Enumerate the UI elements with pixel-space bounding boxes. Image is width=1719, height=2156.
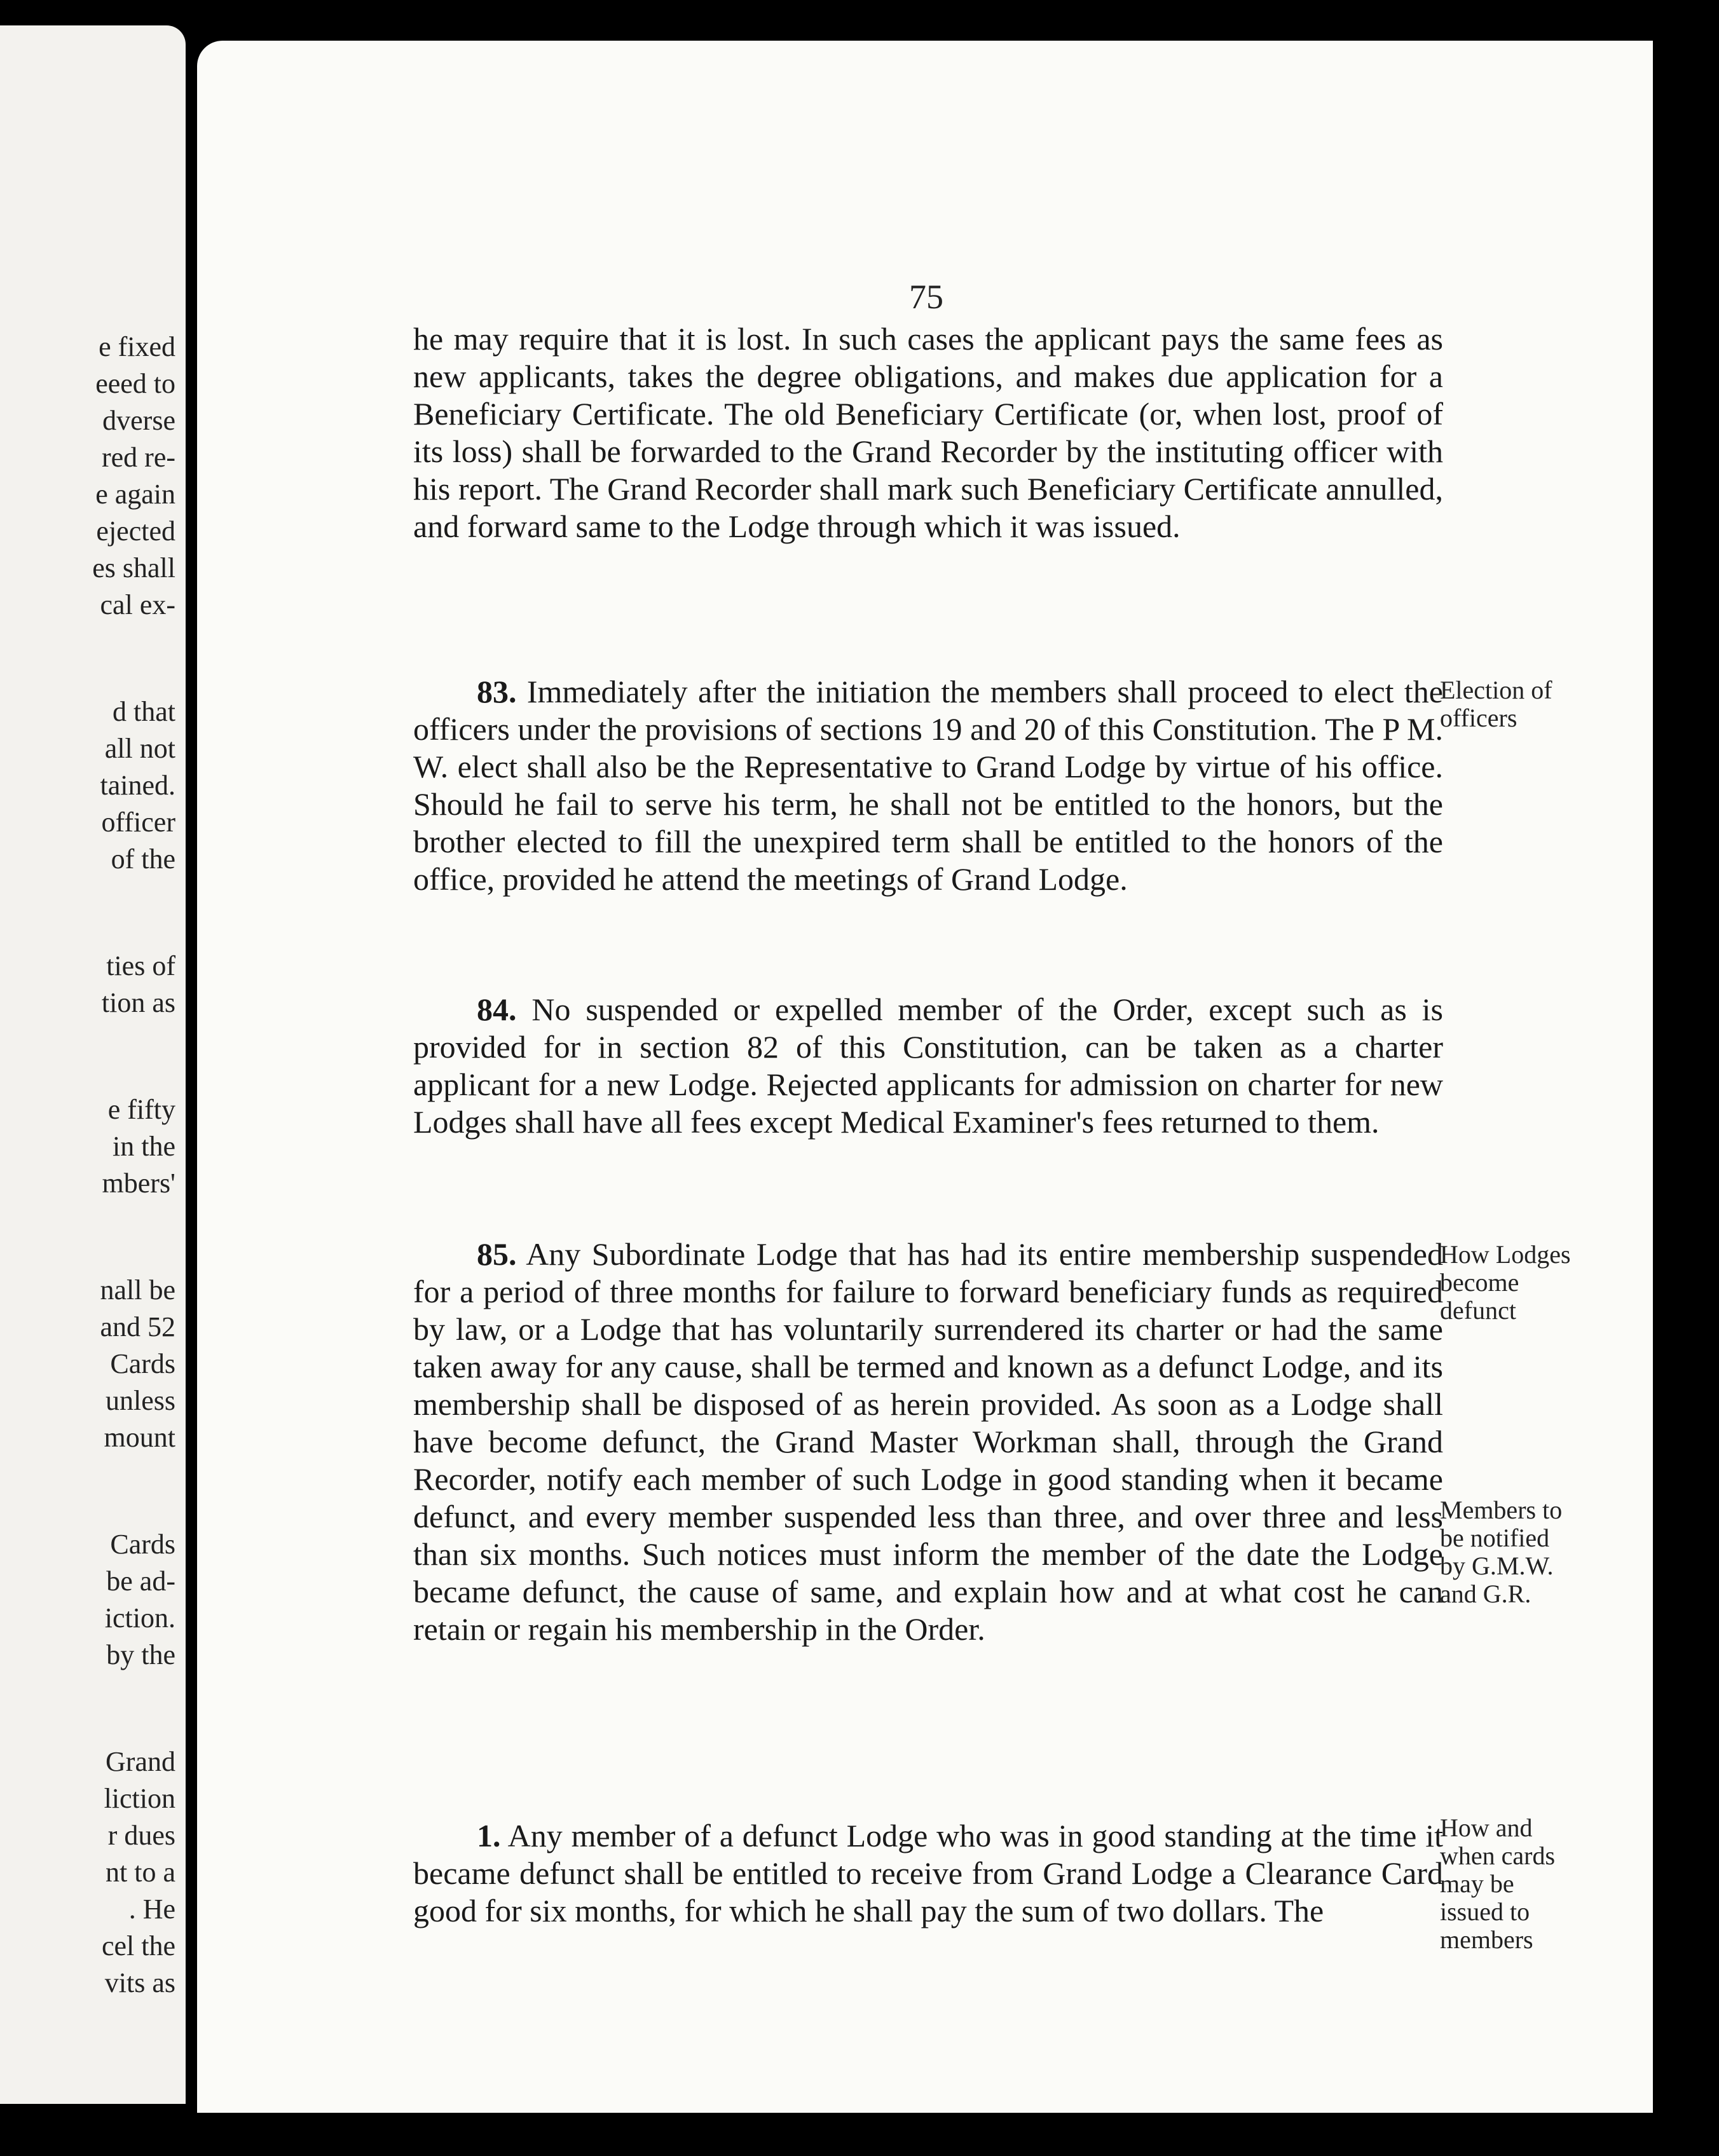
left-page-fragment: e fixed — [99, 331, 175, 362]
left-page-fragment: tion as — [101, 987, 175, 1018]
left-page-fragment: and 52 — [100, 1311, 175, 1342]
left-page-fragment: all not — [104, 733, 175, 764]
left-page-fragment: mbers' — [102, 1168, 175, 1199]
left-page-fragment: ties of — [106, 950, 175, 981]
section-83 — [413, 673, 1443, 898]
book-gutter — [186, 0, 198, 2156]
left-page-fragment: be ad- — [106, 1566, 175, 1597]
margin-note-line: Members to — [1440, 1496, 1563, 1524]
left-page-fragment: nt to a — [106, 1857, 175, 1888]
margin-note-line: defunct — [1440, 1296, 1516, 1325]
subsection-1-number: 1. — [477, 1818, 501, 1853]
margin-note-line: when cards — [1440, 1841, 1556, 1870]
left-page-fragment: mount — [104, 1422, 175, 1453]
left-page-fragment: Grand — [106, 1746, 175, 1777]
left-page-fragment: iction. — [104, 1602, 175, 1634]
paragraph-continuation: he may require that it is lost. In such cases the applicant pays the same fees as new applicants, takes the degree obligations, and makes due application for a Beneficiary Certificate. The old Beneficiary Certificate (or, when lost, proof of its loss) shall be forwarded to the Grand Recorder by the instituting officer with his report. The Grand Recorder shall mark such Beneficiary Certificate annulled, and forward same to the Lodge through which it was issued. — [413, 321, 1443, 544]
margin-note-line: by G.M.W. — [1440, 1552, 1554, 1580]
left-page-fragment: eeed to — [95, 368, 175, 399]
subsection-1-text: Any member of a defunct Lodge who was in good standing at the time it became defunct shall be entitled to receive from Grand Lodge a Clearance Card good for six months, for which he shall pay the sum of two dollars. The — [413, 1818, 1443, 1928]
margin-note-notified — [1440, 1496, 1612, 1608]
left-page-fragment: r dues — [107, 1820, 175, 1851]
right-page — [197, 41, 1653, 2113]
margin-note-line: become — [1440, 1268, 1519, 1297]
left-page-fragment: Cards — [110, 1348, 175, 1379]
margin-note-line: may be — [1440, 1869, 1514, 1898]
section-83-number: 83. — [477, 674, 517, 709]
left-page-fragment: tained. — [100, 770, 175, 801]
section-85 — [413, 1236, 1443, 1648]
left-page-fragment: e again — [95, 479, 175, 510]
left-page-fragment: vits as — [104, 1967, 175, 1998]
margin-note-line: issued to — [1440, 1897, 1530, 1926]
margin-note-cards — [1440, 1814, 1612, 1954]
left-page-fragment: ejected — [96, 515, 175, 547]
left-page-fragment: of the — [111, 843, 175, 875]
left-page-fragment: officer — [101, 807, 175, 838]
left-page-fragment: by the — [106, 1639, 175, 1670]
left-page-fragment: Cards — [110, 1529, 175, 1560]
margin-note-line: How and — [1440, 1813, 1533, 1842]
left-page-fragment: d that — [113, 696, 175, 727]
section-83-text: Immediately after the initiation the members shall proceed to elect the officers under the provisions of sections 19 and 20 of this Constitution. The P M. W. elect shall also be the Representative to Grand Lodge by virtue of his office. Should he fail to serve his term, he shall not be entitled to the honors, but the brother elected to fill the unexpired term shall be entitled to the honors of the office, provided he attend the meetings of Grand Lodge. — [413, 674, 1444, 897]
margin-note-line: How Lodges — [1440, 1240, 1571, 1269]
left-page-fragment: unless — [106, 1385, 175, 1416]
margin-note-defunct — [1440, 1241, 1612, 1325]
left-page-fragment: in the — [113, 1131, 175, 1162]
margin-note-line: members — [1440, 1925, 1533, 1954]
left-page — [0, 25, 186, 2104]
left-page-fragment: dverse — [102, 405, 175, 436]
margin-note-line: Election of — [1440, 676, 1552, 704]
margin-note-election — [1440, 676, 1612, 732]
margin-note-line: and G.R. — [1440, 1579, 1531, 1608]
subsection-1 — [413, 1817, 1443, 1930]
section-85-text: Any Subordinate Lodge that has had its entire membership suspended for a period of three months for failure to forward beneficiary funds as required by law, or a Lodge that has voluntarily surrendered its charter or had the same taken away for any cause, shall be termed and known as a defunct Lodge, and its membership shall be disposed of as herein provided. As soon as a Lodge shall have become defunct, the Grand Master Workman shall, through the Grand Recorder, notify each member of such Lodge in good standing when it became defunct, and every member suspended less than three, and over three and less than six months. Such notices must inform the member of the date the Lodge became defunct, the cause of same, and explain how and at what cost he can retain or regain his membership in the Order. — [413, 1236, 1443, 1647]
left-page-fragment: liction — [104, 1783, 175, 1814]
margin-note-line: officers — [1440, 704, 1517, 732]
section-84-number: 84. — [477, 992, 517, 1027]
section-85-number: 85. — [477, 1236, 517, 1272]
left-page-fragment: e fifty — [107, 1094, 175, 1125]
left-page-fragment: nall be — [100, 1274, 175, 1306]
left-page-fragment: es shall — [92, 552, 175, 583]
section-84 — [413, 991, 1443, 1141]
left-page-fragment: cel the — [101, 1930, 175, 1962]
page-number: 75 — [909, 278, 943, 316]
margin-note-line: be notified — [1440, 1524, 1550, 1552]
left-page-fragment: . He — [128, 1893, 175, 1925]
left-page-fragment: cal ex- — [100, 589, 175, 620]
left-page-fragment: red re- — [101, 442, 175, 473]
section-84-text: No suspended or expelled member of the Order, except such as is provided for in section 82 of this Constitution, can be taken as a charter applicant for a new Lodge. Rejected applicants for admission on charter for new Lodges shall have all fees except Medical Examiner's fees returned to them. — [413, 992, 1443, 1140]
